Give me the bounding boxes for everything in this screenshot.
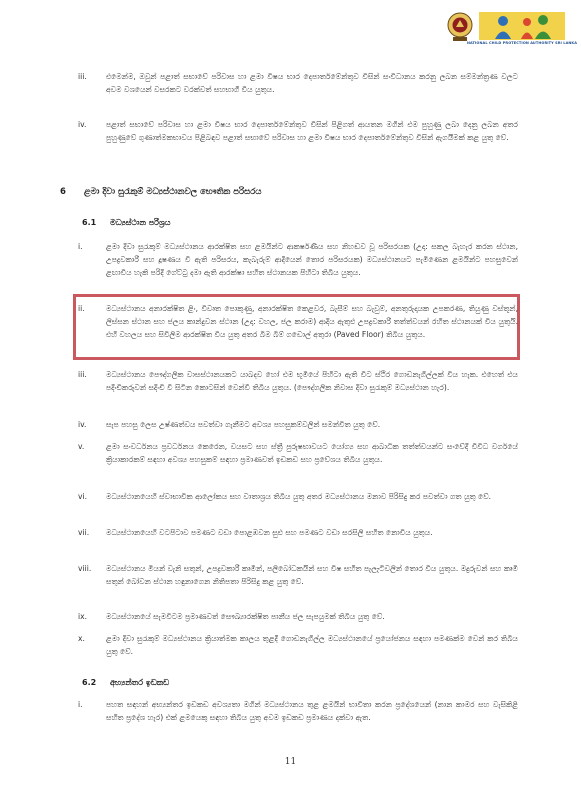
item-number: iii. [78, 370, 87, 379]
item-text: මධ්‍යස්ථානයෙහි ස්වාභාවික ආලෝකය සහ වාතාශ්‍රය තිබිය යුතු අතර මධ්‍යස්ථානය මනාව පිරිසිදු කර පවත්වා ගත යුතු වේ. [106, 492, 492, 501]
item-number: viii. [78, 564, 92, 573]
list-item [78, 698, 518, 724]
section-title: ළමා දිවා සුරැකුම් මධ්‍යස්ථානවල භෞතික පරිසරය [84, 187, 262, 197]
item-text: ළමා දිවා සුරැකුම් මධ්‍යස්ථානය ක්‍රියාත්මක කාලය තුළදී ගොඩනැගිල්ල මධ්‍යස්ථානයේ ප්‍රයෝජනය සඳහා පමණක්ම වෙන් කර තිබිය යුතු වේ. [106, 634, 518, 656]
ncpa-emblem-icon [479, 12, 565, 40]
item-number: i. [78, 700, 83, 709]
item-number: vii. [78, 528, 90, 537]
list-item [78, 562, 518, 588]
item-number: i. [78, 242, 83, 251]
list-item [78, 240, 518, 279]
item-text: පහත සඳහන් අභ්‍යන්තර ඉඩකඩ අවශ්‍යතා මගින් මධ්‍යස්ථානය තුළ ළමයින් භාවිතා කරන ප්‍රදේශයෙන් (නාන කාමර සහ වැසිකිළි සහිත ප්‍රදේශ හැර) එක් ළමයෙකු සඳහා තිබිය යුතු අවම ඉඩකඩ ප්‍රමාණය දක්වා ඇත. [106, 700, 518, 722]
item-text: මධ්‍යස්ථානය පෞද්ගලික වාසස්ථානයකට යාබදව හෝ එම භූමියේ පිහිටා ඇති විට ස්ථිර ගොඩනැගිල්ලක් විය හැක. එහෙත් එය පදිංචිකරුවන් සදිංචි වී සිටින කොටසින් වෙන්වී තිබිය යුතුය. (පෞද්ගලික නිවාස දිවා සුරැකුම් මධ්‍යස්ථාන හැර). [106, 370, 518, 392]
section-number: 6 [60, 187, 66, 197]
list-item [78, 118, 518, 144]
item-text: සැප පහසු ලෙස උෂ්ණත්වය පවත්වා ගැනීමට අවශ්‍ය පහසුකම්වලින් සමන්විත යුතු වේ. [106, 420, 381, 429]
list-item [78, 418, 518, 431]
item-number: x. [78, 634, 85, 643]
subsection-heading [82, 678, 169, 688]
item-number: ii. [78, 304, 85, 313]
list-item [78, 70, 518, 96]
government-crest-icon [447, 12, 473, 42]
subsection-heading [82, 218, 170, 228]
list-item [78, 440, 518, 466]
ncpa-logo [466, 12, 578, 45]
item-text: මධ්‍යස්ථානයෙහි වටපිටාව පමණට වඩා පොළඹවන සුළු සහ පමණට වඩා සරසිලි සහිත නොවිය යුතුය. [106, 528, 433, 537]
subsection-number: 6.2 [82, 678, 97, 687]
section-heading [60, 187, 262, 197]
page-number: 11 [284, 757, 297, 767]
list-item [78, 610, 518, 623]
item-number: v. [78, 442, 85, 451]
item-number: iv. [78, 120, 87, 129]
header-logos [447, 12, 578, 45]
item-number: vi. [78, 492, 88, 501]
item-text: එමෙන්ම, ඔවුන් පළාත් සභාවේ පරිවාස හා ළමා විෂය භාර දෙපාර්තමේන්තුව විසින් සංවිධානය කරනු ලබන සම්මන්ත්‍රණ වලට අවම වශයෙන් වසරකට වරක්වත් සහභාගී විය යුතුය. [106, 72, 518, 94]
item-text: මධ්‍යස්ථානයේ සැමවිටම ප්‍රමාණවත් සෞඛ්‍යාරක්ෂිත පානීය ජල සැපයුමක් තිබිය යුතු වේ. [106, 612, 385, 621]
subsection-number: 6.1 [82, 218, 97, 227]
item-text: මධ්‍යස්ථානය මියන් වැනි සතුන්, උපද්‍රවකාරී කෘමීන්, පලිබෝධකයින් සහ විෂ සහිත පැලෑටිවලින් තොර විය යුතුය. මදුරුවන් සහ කෘමි සතුන් බෝවන ස්ථාන හඳුනාගෙන නිතිපතා පිරිසිදු කළ යුතු වේ. [106, 564, 518, 586]
list-item-highlighted [78, 302, 518, 341]
logo-caption: NATIONAL CHILD PROTECTION AUTHORITY SRI LANKA [466, 41, 578, 45]
list-item [78, 526, 518, 539]
item-text: ළමා සංවර්ධනය ප්‍රවර්ධනය කෙරෙන, වයසට සහ ස්ත්‍රී පුරුෂභාවයට යෝග්‍ය සහ ආබාධික තත්ත්වයන්ට සංවේදී විවිධ වර්ගයේ ක්‍රියාකාරකම් සඳහා අවශ්‍ය පහසුකම් සඳහා ප්‍රමාණවත් ඉඩකඩ සහ ප්‍රවේශය තිබිය යුතුය. [106, 442, 518, 464]
list-item [78, 632, 518, 658]
item-number: ix. [78, 612, 88, 621]
list-item [78, 490, 518, 503]
item-text: ළමා දිවා සුරැකුම් මධ්‍යස්ථානය ආරක්ෂිත සහ ළමයින්ට ආකර්ෂණීය සහ නිහඬව වූ පරිසරයක (උදා: සකල බැහැර කරන ස්ථාන, උපද්‍රවකාරී සහ දූෂණය වී ඇති පරිසරය, කැබැරුම් ආදියෙන් තොර පරිසරයක) මධ්‍යස්ථානයට පැමිණෙන ළමයින්ට පහසුවෙන් ළඟාවිය හැකි පරිදි ගේට්ටු දමා ඇති ආරක්ෂා සහිත ස්ථානයක පිහිටා තිබිය යුතුය. [106, 242, 518, 277]
item-text: පළාත් සභාවේ පරිවාස හා ළමා විෂය භාර දෙපාර්තමේන්තුව විසින් පිළිගත් ආයතන මගින් එම පුහුණු ලබා දෙනු ලබන අතර පුහුණුවේ ගුණාත්මකභාවය පිළිබඳව පළාත් සභාවේ පරිවාස හා ළමා විෂය භාර දෙපාර්තමේන්තුව විසින් ඇගයීමක් කළ යුතු වේ. [106, 120, 518, 142]
subsection-title: මධ්‍යස්ථාන පරිශ්‍රය [110, 218, 171, 227]
item-text: මධ්‍යස්ථානය අනාරක්ෂිත ළිං, විවෘත පොකුණු, අනාරක්ෂිත කෙළවර, බැසීම් සහ බැවුම්, අනතුරුදායක උපකරණ, තියුණු වස්තූන්, ලිස්සන ස්ථාන සහ ජලය කාන්දුවන ස්ථාන (උදා: වහල, ජල කරාම) ආදිය ඇතුළු උපද්‍රවකාරී තත්ත්වයන් රහිත ස්ථානයක් විය යුතුයි. එහි වහලය සහ සිවිලිම ආරක්ෂිත විය යුතු අතර බිම බිම් ගඩොල් අතුරා (Paved Floor) තිබිය යුතුය. [106, 304, 518, 339]
item-number: iii. [78, 72, 87, 81]
list-item [78, 368, 518, 394]
item-number: iv. [78, 420, 87, 429]
subsection-title: අභ්‍යන්තර ඉඩකඩ [110, 678, 170, 687]
